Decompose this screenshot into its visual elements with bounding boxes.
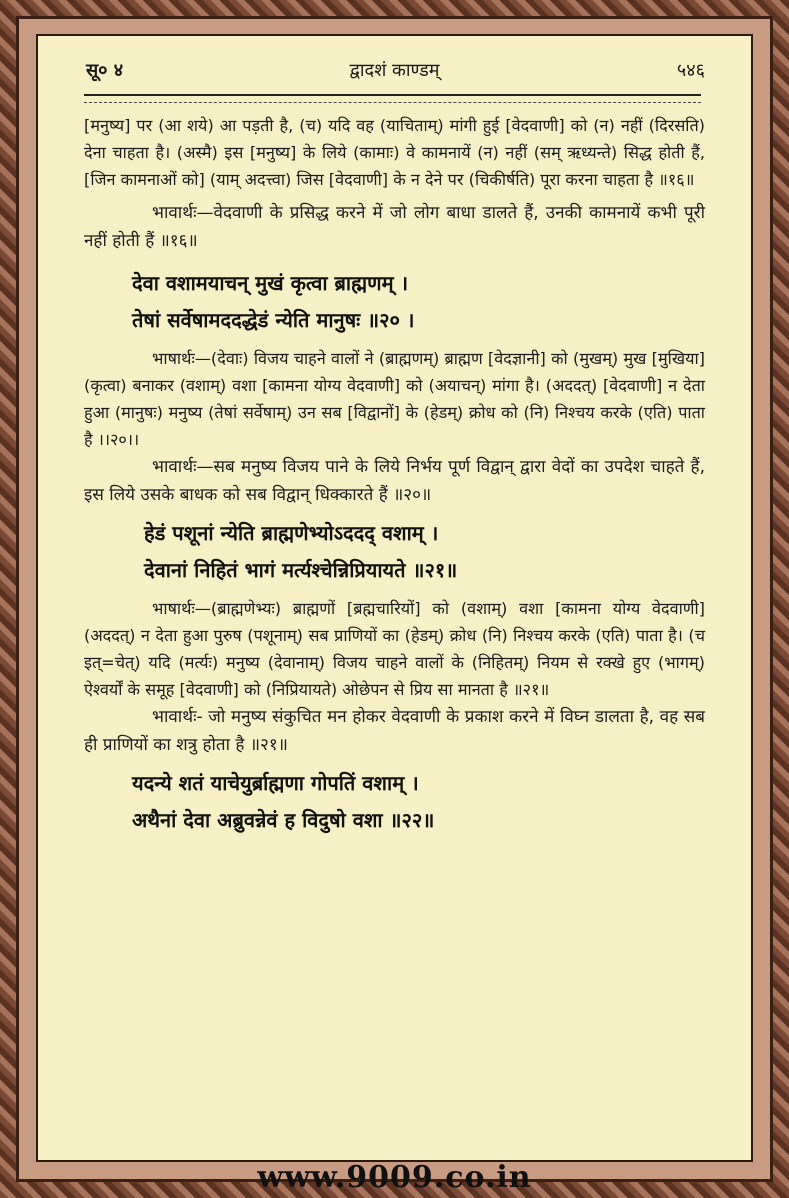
page-body (84, 112, 705, 839)
section-label: सू० ४ (86, 60, 124, 81)
site-watermark: www.9009.co.in (257, 1160, 532, 1195)
page-header (80, 58, 709, 86)
page-number: ५४६ (676, 60, 705, 81)
mantra-21-line-2: देवानां निहितं भागं मर्त्यश्चेन्निप्रियायते ॥२१॥ (144, 558, 458, 582)
mantra-20-line-1: देवा वशामयाचन् मुखं कृत्वा ब्राह्मणम् । (132, 271, 409, 295)
mantra-20-line-2: तेषां सर्वेषामददद्धेडं न्येति मानुषः ॥२० । (132, 308, 415, 332)
mantra-21-line-1: हेडं पशूनां न्येति ब्राह्मणेभ्योऽददद् वशाम् । (144, 521, 439, 545)
text-block-1: [मनुष्य] पर (आ शये) आ पड़ती है, (च) यदि वह (याचिताम्) मांगी हुई [वेदवाणी] को (न) नहीं (दिरसति) देना चाहता है। (अस्मै) इस [मनुष्य] के लिये (कामाः) वे कामनायें (न) नहीं (सम् ऋध्यन्ते) सिद्ध होती हैं, [जिन कामनाओं को] (याम् अदत्त्वा) जिस [वेदवाणी] के न देने पर (चिकीर्षति) पूरा करना चाहता है ॥१६॥ (84, 116, 705, 189)
bhavartha-19: भावार्थः—वेदवाणी के प्रसिद्ध करने में जो लोग बाधा डालते हैं, उनकी कामनायें कभी पूरी नहीं होती हैं ॥१६॥ (84, 203, 705, 251)
mantra-22-line-2: अथैनां देवा अब्रुवन्नेवं ह विदुषो वशा ॥२२॥ (132, 808, 435, 832)
bhashartha-21: भाषार्थः—(ब्राह्मणेभ्यः) ब्राह्मणों [ब्रह्मचारियों] को (वशाम्) वशा [कामना योग्य वेदवाणी] (अददत्) न देता हुआ पुरुष (पशूनाम्) सब प्राणियों का (हेडम्) क्रोध (नि) निश्चय करके (एति) पाता है। (च इत्=चेत्) यदि (मर्त्यः) मनुष्य (देवानाम्) विजय चाहने वालों के (निहितम्) नियम से रक्खे हुए (भागम्) ऐश्वर्यों के समूह [वेदवाणी] को (निप्रियायते) ओछेपन से प्रिय सा मानता है ॥२१॥ (84, 599, 705, 699)
bhavartha-20: भावार्थः—सब मनुष्य विजय पाने के लिये निर्भय पूर्ण विद्वान् द्वारा वेदों का उपदेश चाहते हैं, इस लिये उसके बाधक को सब विद्वान् धिक्कारते हैं ॥२०॥ (84, 457, 705, 505)
header-rule (84, 94, 701, 103)
bhashartha-20: भाषार्थः—(देवाः) विजय चाहने वालों ने (ब्राह्मणम्) ब्राह्मण [वेदज्ञानी] को (मुखम्) मुख [मुखिया] (कृत्वा) बनाकर (वशाम्) वशा [कामना योग्य वेदवाणी] को (अयाचन्) मांगा है। (अददत्) [वेदवाणी] न देता हुआ (मानुषः) मनुष्य (तेषां सर्वेषाम्) उन सब [विद्वानों] के (हेडम्) क्रोध को (नि) निश्चय करके (एति) पाता है ।।२०।। (84, 349, 705, 449)
bhavartha-21: भावार्थः- जो मनुष्य संकुचित मन होकर वेदवाणी के प्रकाश करने में विघ्न डालता है, वह सब ही प्राणियों का शत्रु होता है ॥२१॥ (84, 707, 705, 755)
chapter-title: द्वादशं काण्डम् (349, 60, 440, 81)
mantra-22-line-1: यदन्ये शतं याचेयुर्ब्राह्मणा गोपतिं वशाम् । (132, 771, 419, 795)
